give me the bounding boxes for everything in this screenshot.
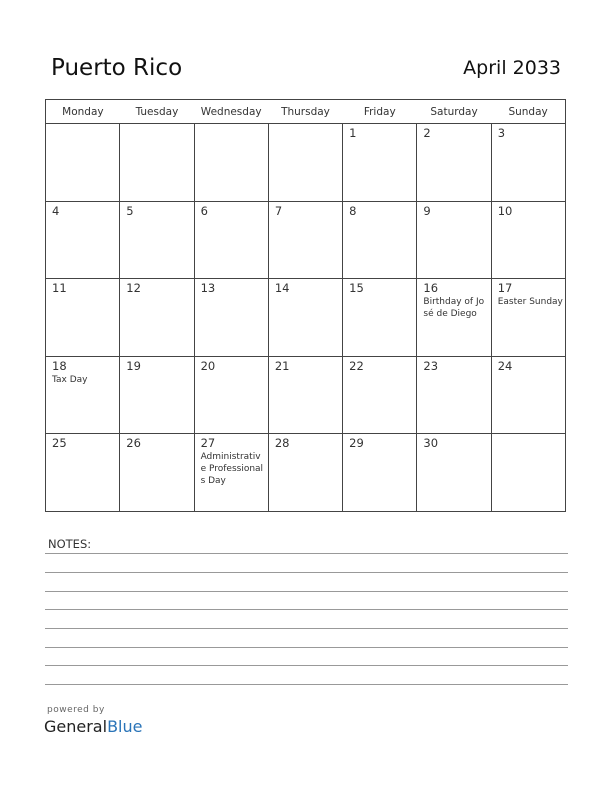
day-number: 17 [497,281,513,296]
day-cell [343,434,417,512]
day-number: 15 [349,281,364,296]
weekday-header-wednesday: Wednesday [194,100,268,124]
day-number: 16 [423,281,439,296]
day-cell [46,124,120,202]
day-number: 5 [126,203,134,218]
calendar-country-title: Puerto Rico [51,55,183,81]
week-row [46,279,566,357]
day-cell [343,279,417,357]
day-number: 3 [497,126,506,140]
day-cell [417,356,491,434]
holiday-label: Birthday of José de Diego [423,297,485,320]
day-cell [417,279,491,357]
day-cell [46,434,120,512]
day-number: 14 [274,281,290,296]
weekday-header-saturday: Saturday [417,100,491,124]
holiday-label: Tax Day [52,374,88,385]
day-cell [194,356,268,434]
day-cell [491,434,565,512]
notes-line [45,665,568,666]
week-row [46,434,566,512]
day-number: 29 [349,436,364,451]
day-number: 22 [349,358,364,373]
day-cell [194,201,268,279]
day-cell [120,201,194,279]
day-cell [491,124,565,202]
week-row [46,356,566,434]
calendar-month-title: April 2033 [463,57,561,79]
day-cell [268,356,342,434]
week-row [46,201,566,279]
day-number: 21 [274,358,290,373]
holiday-label: Administrative Professionals Day [200,452,264,487]
notes-line [45,628,568,629]
day-number: 23 [423,358,439,373]
holiday-label: Easter Sunday [497,297,563,308]
notes-line [45,684,568,685]
day-cell [343,124,417,202]
weekday-header-thursday: Thursday [268,100,342,124]
weekday-header-row [46,100,566,124]
day-cell [120,124,194,202]
day-cell [194,124,268,202]
powered-by-text: powered by [47,705,105,715]
weekday-header-tuesday: Tuesday [120,100,194,124]
weekday-header-sunday: Sunday [491,100,565,124]
day-cell [343,356,417,434]
day-number: 24 [497,358,513,373]
generalblue-logo[interactable] [44,717,142,736]
day-number: 13 [200,281,216,296]
week-row [46,124,566,202]
notes-line [45,572,568,573]
notes-line [45,591,568,592]
day-cell [120,279,194,357]
day-cell [194,279,268,357]
notes-line [45,609,568,610]
day-cell [46,279,120,357]
day-cell [268,201,342,279]
day-number: 20 [200,358,216,373]
calendar-grid [45,99,566,512]
day-cell [491,201,565,279]
day-cell [491,356,565,434]
weekday-header-monday: Monday [46,100,120,124]
day-number: 26 [126,436,141,451]
day-cell [417,124,491,202]
day-number: 8 [349,203,357,218]
day-cell [417,434,491,512]
notes-label: NOTES: [48,537,92,551]
day-cell [343,201,417,279]
day-number: 4 [52,203,60,218]
day-cell [46,201,120,279]
day-cell [46,356,120,434]
day-cell [417,201,491,279]
day-cell [120,356,194,434]
day-number: 18 [52,358,67,373]
day-cell [194,434,268,512]
day-cell [268,124,342,202]
day-number: 1 [349,126,357,140]
day-number: 28 [274,436,290,451]
day-cell [268,434,342,512]
day-cell [491,279,565,357]
day-number: 11 [52,281,67,296]
day-cell [120,434,194,512]
day-cell [268,279,342,357]
day-number: 30 [423,436,439,451]
day-number: 7 [274,203,283,218]
weekday-header-friday: Friday [343,100,417,124]
notes-line [45,647,568,648]
day-number: 2 [423,126,431,140]
day-number: 9 [423,203,431,218]
day-number: 19 [126,358,141,373]
brand-blue-text: Blue [107,717,143,736]
day-number: 6 [200,203,208,218]
day-number: 27 [200,436,216,451]
day-number: 12 [126,281,141,296]
brand-general-text: General [44,717,108,736]
day-number: 10 [497,203,513,218]
day-number: 25 [52,436,67,451]
notes-line [45,553,568,554]
